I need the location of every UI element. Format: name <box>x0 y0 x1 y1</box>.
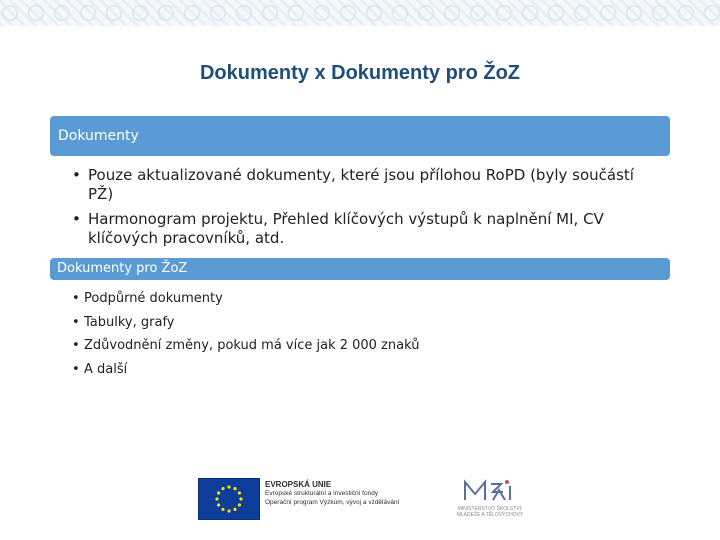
msmt-line2: MLÁDEŽE A TĚLOVÝCHOVY <box>456 512 524 518</box>
dokumenty-list <box>70 166 660 254</box>
section-header-dokumenty-pro-zoz <box>50 258 670 280</box>
msmt-line1: MINISTERSTVO ŠKOLSTVÍ, <box>457 506 523 512</box>
list-item: • Pouze aktualizované dokumenty, které jsou přílohou RoPD (byly součástí PŽ) <box>70 166 660 204</box>
footer-logos <box>195 476 535 522</box>
list-item: • A další <box>70 358 630 382</box>
eu-flag-icon <box>198 478 260 520</box>
list-item: • Podpůrné dokumenty <box>70 287 630 311</box>
eu-title: EVROPSKÁ UNIE <box>265 480 332 489</box>
msmt-text <box>445 506 535 518</box>
list-item: • Zdůvodnění změny, pokud má více jak 2 000 znaků <box>70 334 630 358</box>
top-decorative-pattern <box>0 0 720 26</box>
eu-line1: Evropské strukturální a investiční fondy <box>265 490 379 497</box>
section-header-dokumenty <box>50 116 670 156</box>
eu-line2: Operační program Výzkum, vývoj a vzdělávání <box>265 498 400 506</box>
list-item: • Harmonogram projektu, Přehled klíčových výstupů k naplnění MI, CV klíčových pracovníků, atd. <box>70 210 660 248</box>
section-header-label: Dokumenty pro ŽoZ <box>57 261 188 276</box>
eu-text-block <box>265 480 399 507</box>
dokumenty-pro-zoz-list <box>70 287 630 381</box>
section-header-label: Dokumenty <box>58 128 139 144</box>
slide-title: Dokumenty x Dokumenty pro ŽoZ <box>199 62 521 84</box>
list-item: • Tabulky, grafy <box>70 311 630 335</box>
msmt-logo-icon <box>445 476 535 522</box>
